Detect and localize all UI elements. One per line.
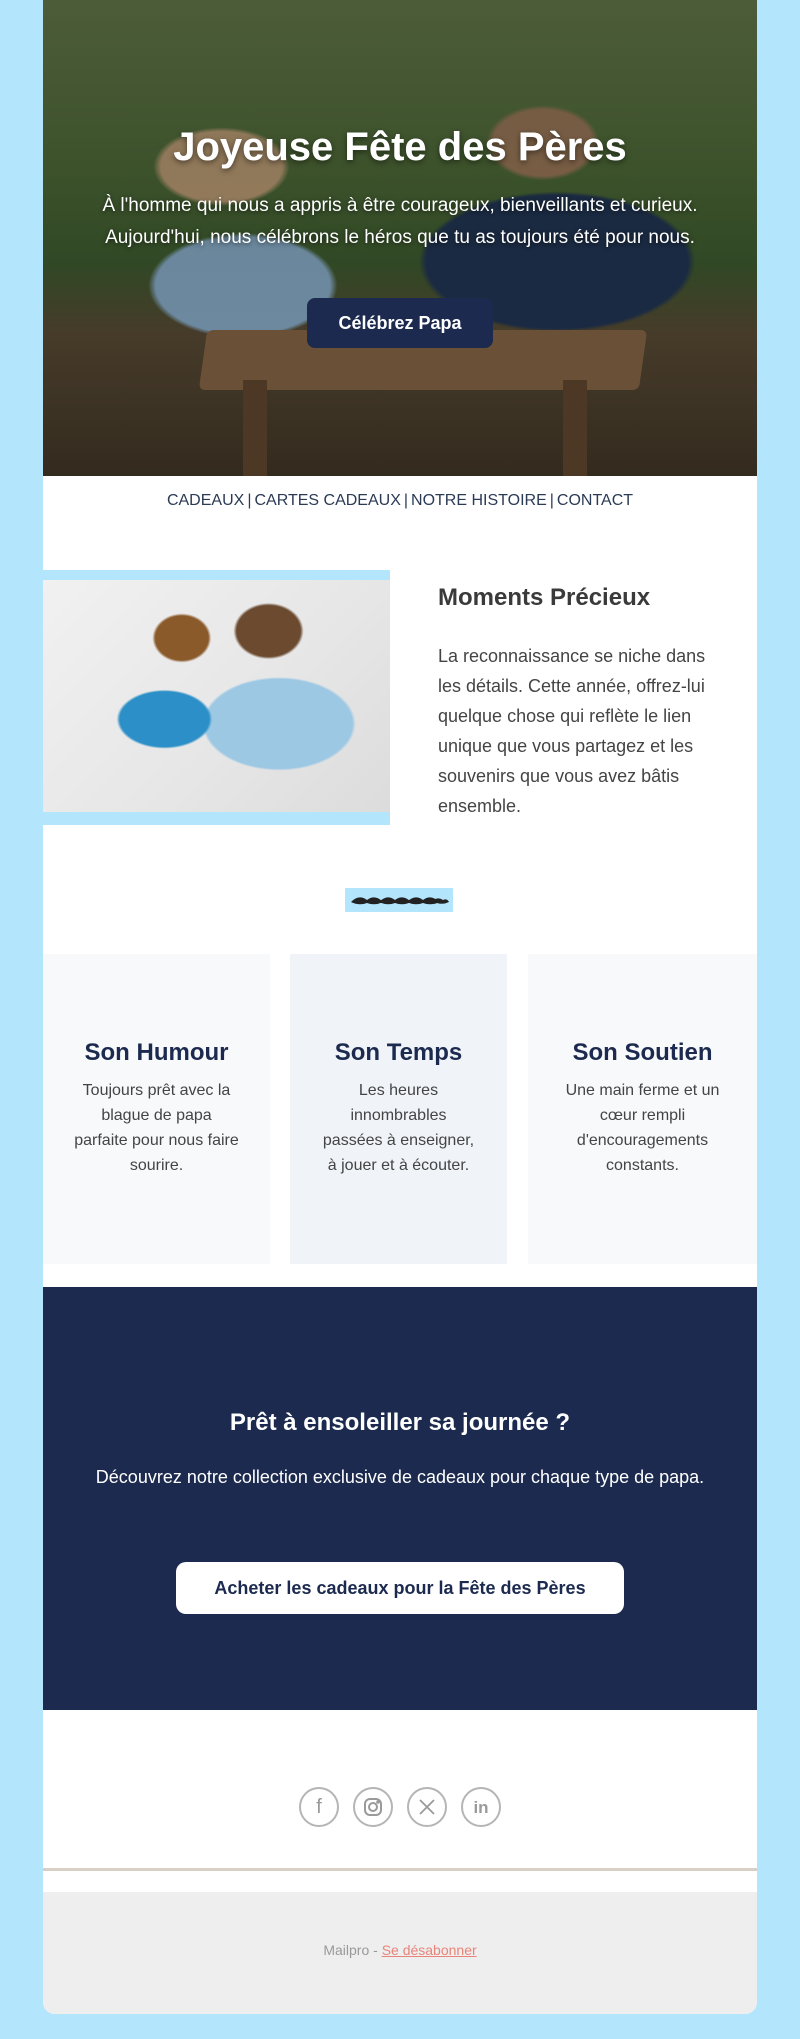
footer-text (43, 1942, 757, 1958)
mustache-divider-icon (345, 888, 453, 912)
linkedin-glyph: in (473, 1798, 489, 1817)
nav-link-cadeaux[interactable]: CADEAUX (166, 492, 245, 509)
hero-subtitle: À l'homme qui nous a appris à être courageux, bienveillants et curieux. Aujourd'hui, nous célébrons le héros que tu as toujours été pour nous. (102, 195, 698, 248)
hero-image-table-leg (563, 380, 587, 476)
card-title: Son Temps (334, 1039, 463, 1066)
nav-separator: | (403, 492, 409, 509)
nav-separator: | (549, 492, 554, 509)
father-child-photo (43, 580, 390, 812)
unsubscribe-link[interactable]: Se désabonner (381, 1942, 477, 1958)
footer-divider (43, 1868, 757, 1871)
card-title: Son Soutien (572, 1039, 713, 1066)
card-title: Son Humour (84, 1039, 229, 1066)
nav-link-notre-histoire[interactable]: NOTRE HISTOIRE (411, 492, 547, 509)
cta-text: Découvrez notre collection exclusive de cadeaux pour chaque type de papa. (95, 1467, 705, 1487)
cta-title: Prêt à ensoleiller sa journée ? (229, 1409, 571, 1436)
nav-link-cartes-cadeaux[interactable]: CARTES CADEAUX (254, 492, 401, 509)
linkedin-icon[interactable] (461, 1787, 501, 1827)
nav-separator: | (247, 492, 252, 509)
moments-title: Moments Précieux (438, 584, 651, 611)
facebook-icon[interactable] (299, 1787, 339, 1827)
card-text: Une main ferme et un cœur rempli d'encouragements constants. (565, 1082, 720, 1174)
hero-title: Joyeuse Fête des Pères (173, 125, 627, 169)
social-links (43, 1787, 757, 1827)
nav-link-contact[interactable]: CONTACT (556, 492, 634, 509)
nav-menu (43, 492, 757, 510)
shop-gifts-button[interactable]: Acheter les cadeaux pour la Fête des Pères (176, 1562, 624, 1614)
celebrate-dad-button[interactable]: Célébrez Papa (307, 298, 493, 348)
card-soutien (528, 954, 757, 1264)
instagram-icon[interactable] (353, 1787, 393, 1827)
hero-image-table-leg (243, 380, 267, 476)
x-icon[interactable] (407, 1787, 447, 1827)
email-container (43, 0, 757, 2014)
card-text: Toujours prêt avec la blague de papa parfaite pour nous faire sourire. (74, 1082, 239, 1174)
moments-text: La reconnaissance se niche dans les détails. Cette année, offrez-lui quelque chose qui reflète le lien unique que vous partagez et les souvenirs que vous avez bâtis ensemble. (438, 646, 706, 816)
card-text: Les heures innombrables passées à enseigner, à jouer et à écouter. (322, 1082, 475, 1174)
hero-banner (43, 0, 757, 476)
photo-frame (43, 570, 390, 825)
footer-brand: Mailpro - (323, 1942, 382, 1958)
card-humour (43, 954, 270, 1264)
cta-section (43, 1287, 757, 1710)
card-temps (290, 954, 507, 1264)
footer (43, 1892, 757, 2014)
facebook-glyph: f (316, 1796, 322, 1818)
